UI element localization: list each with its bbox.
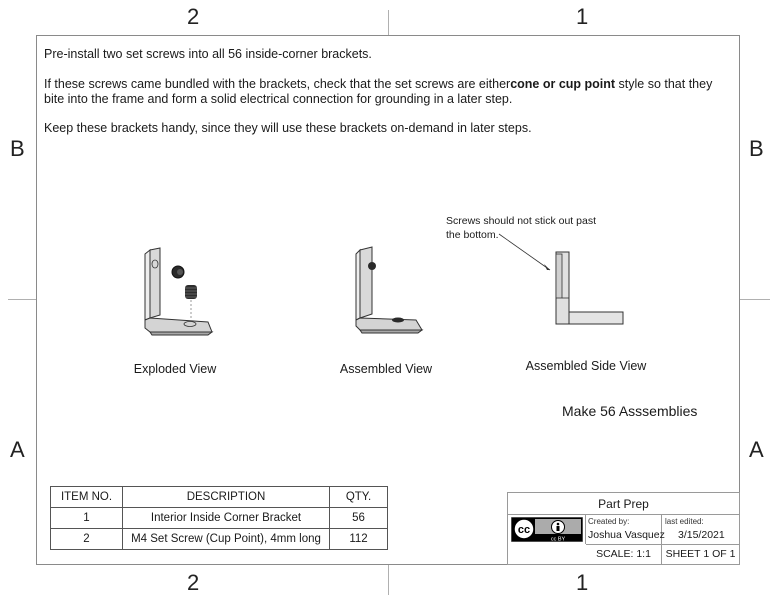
license-cell [508, 515, 586, 544]
side-view-caption: Assembled Side View [525, 359, 647, 373]
bom-header-item: ITEM NO. [51, 487, 123, 508]
sheet-cell: SHEET 1 OF 1 [662, 544, 739, 564]
side-callout-line-2: the bottom. [446, 229, 499, 241]
assembled-view-illustration [350, 240, 430, 340]
note-screw-type-start: If these screws came bundled with the brackets, check that the set screws are either [44, 77, 511, 91]
exploded-view-illustration [130, 240, 225, 340]
note-screw-type [44, 77, 724, 107]
bom-header-row [51, 487, 388, 508]
zone-label-top-2: 2 [187, 4, 200, 29]
svg-text:cc: cc [517, 524, 531, 536]
created-by-value: Joshua Vasquez [588, 529, 665, 541]
zone-tick-left [8, 299, 36, 300]
zone-label-right-a: A [749, 437, 764, 462]
license-badge-text: cc BY [550, 536, 566, 542]
note-screw-type-emphasis: cone or cup point [510, 77, 616, 91]
created-by-label: Created by: [588, 517, 630, 526]
zone-label-left-b: B [10, 136, 25, 161]
zone-label-bottom-1: 1 [576, 570, 589, 595]
bom-description-cell: Interior Inside Corner Bracket [123, 508, 330, 529]
created-by-cell [586, 515, 665, 544]
creative-commons-by-badge-icon [511, 517, 583, 542]
scale-cell: SCALE: 1:1 [586, 544, 662, 564]
zone-label-top-1: 1 [576, 4, 589, 29]
table-row [51, 508, 388, 529]
last-edited-label: last edited: [665, 517, 704, 526]
zone-tick-bottom [388, 565, 389, 595]
exploded-view-caption: Exploded View [133, 362, 217, 376]
zone-label-right-b: B [749, 136, 764, 161]
quantity-note: Make 56 Asssemblies [562, 403, 698, 419]
title-block [507, 492, 740, 565]
assembled-view-caption: Assembled View [339, 362, 433, 376]
zone-label-bottom-2: 2 [187, 570, 200, 595]
bom-qty-cell: 56 [330, 508, 388, 529]
zone-label-left-a: A [10, 437, 25, 462]
side-view-illustration [490, 230, 630, 330]
note-keep-handy: Keep these brackets handy, since they will use these brackets on-demand in later steps. [44, 121, 532, 135]
table-row [51, 529, 388, 550]
note-screw-type-end: style so that they bite into the frame and form a solid electrical connection for grounding in a later step. [44, 77, 713, 106]
bill-of-materials [50, 486, 388, 550]
bom-item-cell: 1 [51, 508, 123, 529]
last-edited-value: 3/15/2021 [678, 529, 725, 541]
bom-header-qty: QTY. [330, 487, 388, 508]
last-edited-cell [662, 515, 739, 544]
zone-tick-top [388, 10, 389, 35]
bom-item-cell: 2 [51, 529, 123, 550]
side-callout-line-1: Screws should not stick out past [446, 215, 596, 227]
title-block-title: Part Prep [508, 493, 739, 515]
zone-tick-right [740, 299, 770, 300]
note-preinstall: Pre-install two set screws into all 56 inside-corner brackets. [44, 47, 372, 61]
bom-description-cell: M4 Set Screw (Cup Point), 4mm long [123, 529, 330, 550]
bom-header-description: DESCRIPTION [123, 487, 330, 508]
bom-qty-cell: 112 [330, 529, 388, 550]
